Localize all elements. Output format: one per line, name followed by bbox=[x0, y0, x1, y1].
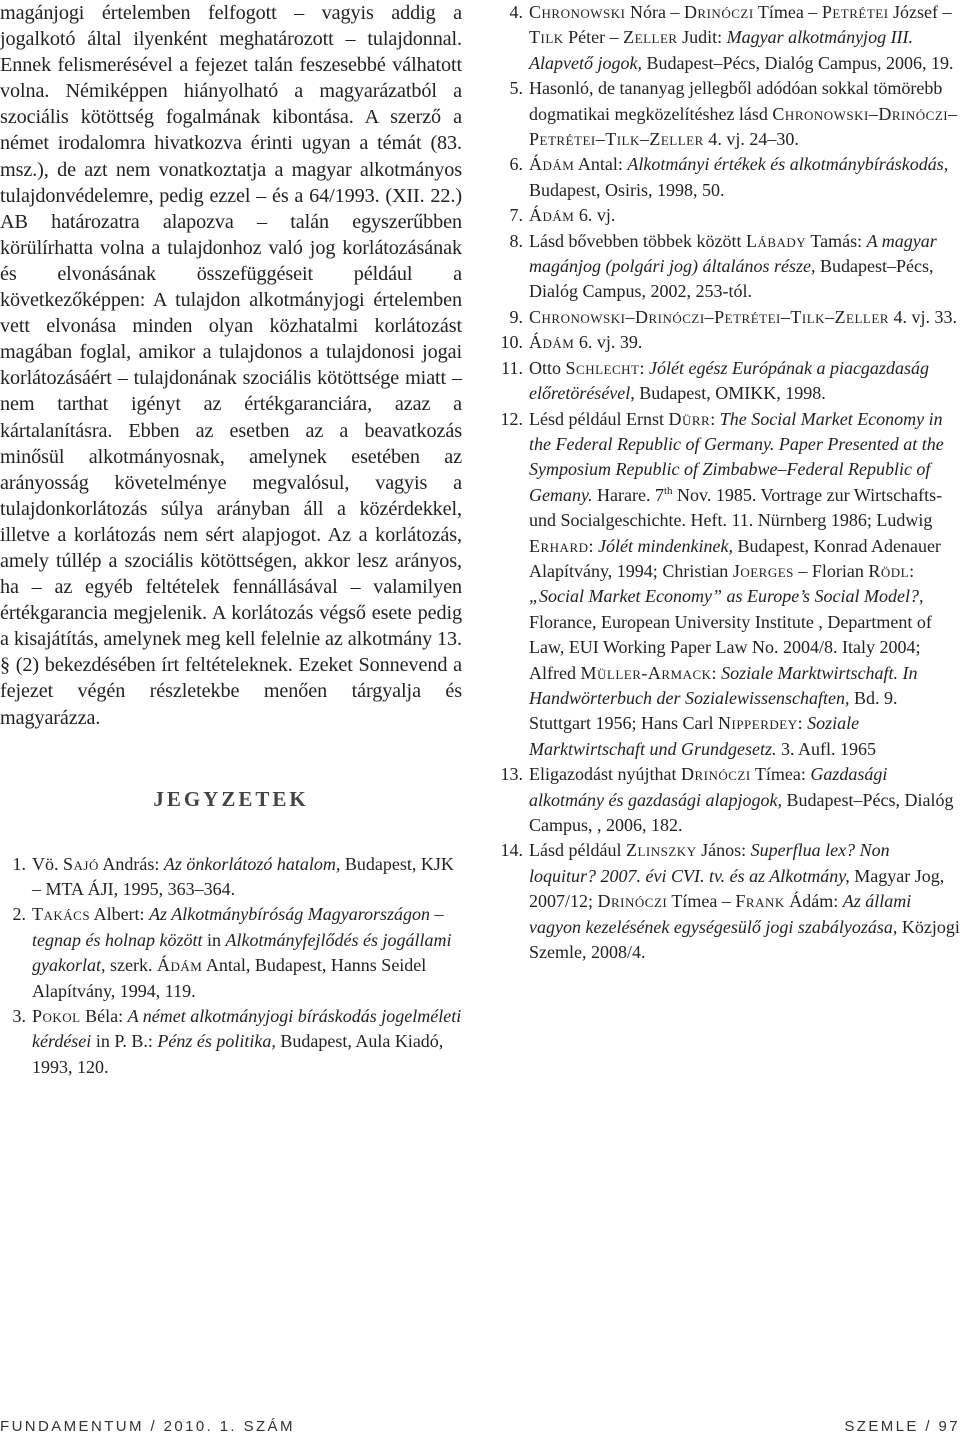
footnote-text: Bd. 9. Stuttgart 1956; Hans Carl bbox=[529, 687, 898, 734]
work-title: Superflua lex? Non loquitur? 2007. évi CVI. tv. és az Alkotmány, bbox=[529, 840, 890, 886]
footnote-text: Albert: bbox=[90, 904, 150, 925]
author-name: Müller-Armack bbox=[580, 662, 712, 683]
footnote-number: 2. bbox=[12, 904, 26, 925]
footnote-item bbox=[497, 203, 960, 228]
work-title: Az állami vagyon kezelésének egységesülő jogi szabályozása, bbox=[529, 891, 912, 937]
work-title: Pénz és politika, bbox=[157, 1031, 276, 1052]
footnote-text: Budapest, KJK – MTA ÁJI, 1995, 363–364. bbox=[32, 853, 454, 900]
footnote-item bbox=[497, 152, 960, 203]
footnote-text: – Florian bbox=[793, 560, 869, 581]
author-name: Drinóczi bbox=[597, 891, 668, 912]
footnote-text: Otto bbox=[529, 357, 566, 378]
left-column bbox=[0, 0, 462, 1080]
footnote-text: Lásd például bbox=[529, 840, 626, 861]
author-name: Ádám bbox=[529, 205, 575, 226]
work-title: A német alkotmányjogi bíráskodás jogelméleti kérdései bbox=[32, 1006, 462, 1052]
footnote-number: 4. bbox=[509, 2, 523, 22]
footnote-item bbox=[497, 762, 960, 838]
footnote-text: Hasonló, de tananyag jellegből adódóan sokkal tömörebb dogmatikai megközelítéshez lásd bbox=[529, 78, 943, 124]
notes-list-right bbox=[497, 0, 960, 965]
author-name: Tilk bbox=[529, 27, 564, 48]
footnote-text: Béla: bbox=[80, 1006, 128, 1027]
footnote-text: Budapest–Pécs, Dialóg Campus, 2006, 19. bbox=[641, 52, 954, 73]
work-title: Jólét egész Európának a piacgazdaság előretörésével, bbox=[529, 357, 929, 404]
work-title: Soziale Marktwirtschaft und Grundgesetz. bbox=[529, 713, 860, 759]
work-title: The Social Market Economy in the Federal Republic of Germany. Paper Presented at the Symposium Republic of Zimbabwe–Federal Republic of Gemany. bbox=[529, 408, 944, 505]
footnote-number: 10. bbox=[500, 332, 523, 353]
author-name: Ádám bbox=[529, 332, 575, 353]
footnote-text: : bbox=[639, 357, 649, 378]
author-name: Sajó bbox=[63, 853, 99, 874]
author-name: Petrétei bbox=[821, 2, 889, 22]
footnote-number: 12. bbox=[500, 408, 523, 429]
footnote-item bbox=[497, 330, 960, 355]
author-name: Drinóczi bbox=[683, 2, 754, 22]
work-title: Alkotmányi értékek és alkotmánybíráskodás, bbox=[627, 154, 949, 175]
author-name: Schlecht bbox=[565, 357, 640, 378]
footnote-number: 5. bbox=[509, 78, 523, 99]
footnote-text: 4. vj. 33. bbox=[888, 306, 957, 327]
footnote-text: Tímea: bbox=[750, 764, 811, 785]
footnote-number: 9. bbox=[509, 306, 523, 327]
footnote-number: 8. bbox=[509, 230, 523, 251]
author-name: Chronowski–Drinóczi–Petrétei–Tilk–Zeller bbox=[529, 103, 958, 150]
author-name: Pokol bbox=[32, 1006, 81, 1027]
footnote-item bbox=[497, 76, 960, 152]
author-name: Rödl bbox=[868, 560, 910, 581]
footnote-item bbox=[0, 852, 462, 903]
author-name: Ádám bbox=[529, 154, 575, 175]
author-name: Zeller bbox=[623, 27, 678, 48]
author-name: Ádám bbox=[156, 955, 203, 976]
work-title: Az Alkotmánybíróság Magyarországon – tegnap és holnap között bbox=[32, 904, 444, 950]
author-name: Dürr bbox=[668, 408, 711, 429]
footnote-text: Péter – bbox=[563, 27, 624, 48]
footer-right: SZEMLE / 97 bbox=[844, 1418, 960, 1435]
footnote-text: : bbox=[909, 560, 915, 581]
author-name: Chronowski bbox=[529, 2, 626, 22]
notes-list-left bbox=[0, 852, 462, 1081]
footnote-text: Lésd például Ernst bbox=[529, 408, 669, 429]
footnote-text: Budapest, Osiris, 1998, 50. bbox=[529, 179, 725, 200]
author-name: Lábady bbox=[745, 230, 807, 251]
footnote-number: 13. bbox=[500, 764, 523, 785]
author-name: Nipperdey bbox=[717, 713, 798, 734]
footnote-text: Judit: bbox=[677, 27, 727, 48]
footnote-text: József – bbox=[888, 2, 952, 22]
author-name: Joerges bbox=[732, 560, 794, 581]
footnote-text: in bbox=[202, 929, 226, 950]
footnote-item bbox=[497, 356, 960, 407]
work-title: A magyar magánjog (polgári jog) általános része, bbox=[529, 230, 937, 277]
footnote-text: : bbox=[710, 408, 720, 429]
author-name: Takács bbox=[32, 904, 91, 925]
footnote-text: András: bbox=[98, 853, 164, 874]
footer-left: FUNDAMENTUM / 2010. 1. SZÁM bbox=[0, 1418, 295, 1435]
author-name: Chronowski–Drinóczi–Petrétei–Tilk–Zeller bbox=[529, 306, 889, 327]
author-name: Erhard bbox=[529, 535, 589, 556]
footnote-text: Tamás: bbox=[806, 230, 867, 251]
footnote-text: th bbox=[663, 484, 673, 497]
work-title: Az önkorlátozó hatalom, bbox=[163, 853, 341, 874]
work-title: Alkotmányfejlődés és jogállami gyakorlat, bbox=[32, 929, 452, 976]
footnote-text: Közjogi Szemle, 2008/4. bbox=[529, 916, 960, 963]
author-name: Zlinszky bbox=[625, 840, 697, 861]
footnote-text: Harare. 7 bbox=[592, 484, 664, 505]
footnote-text: Tímea – bbox=[667, 891, 736, 912]
work-title: Soziale Marktwirtschaft. In Handwörterbuch der Sozialewissenschaften, bbox=[529, 662, 918, 708]
work-title: Magyar alkotmányjog III. Alapvető jogok, bbox=[529, 27, 914, 73]
work-title: „Social Market Economy” as Europe’s Social Model?, bbox=[529, 586, 924, 607]
footnote-text: 4. vj. 24–30. bbox=[703, 129, 799, 150]
footnote-text: Lásd bővebben többek között bbox=[529, 230, 746, 251]
footnote-text: : bbox=[711, 662, 722, 683]
footnote-item bbox=[497, 838, 960, 965]
footnote-text: 6. vj. 39. bbox=[574, 332, 643, 353]
footnote-text: Budapest, OMIKK, 1998. bbox=[634, 383, 826, 404]
footnote-text: Antal, Budapest, Hanns Seidel Alapítvány, 1994, 119. bbox=[32, 955, 427, 1001]
footnote-text: : bbox=[797, 713, 808, 734]
footnote-text: Florance, European University Institute , Department of Law, EUI Working Paper Law No. 2004/8. Italy 2004; Alfred bbox=[529, 611, 932, 683]
footnote-text: Nov. 1985. Vortrage zur Wirtschafts- und Socialgeschichte. Heft. 11. Nürnberg 1986; Ludwig bbox=[529, 484, 943, 531]
footnote-text: Ádám: bbox=[784, 891, 843, 912]
footnote-text: Tímea – bbox=[753, 2, 822, 22]
notes-heading: JEGYZETEK bbox=[153, 786, 309, 811]
footnote-text: Budapest, Aula Kiadó, 1993, 120. bbox=[32, 1031, 444, 1077]
footnote-text: Budapest–Pécs, Dialóg Campus, 2002, 253-tól. bbox=[529, 256, 934, 302]
footnote-text: 3. Aufl. 1965 bbox=[776, 738, 877, 759]
footnote-text: 6. vj. bbox=[574, 205, 616, 226]
footnote-text: in P. B.: bbox=[91, 1031, 158, 1052]
footnote-item bbox=[497, 229, 960, 305]
footnote-text: : bbox=[588, 535, 599, 556]
footnote-text: Antal: bbox=[574, 154, 628, 175]
work-title: Gazdasági alkotmány és gazdasági alapjogok, bbox=[529, 764, 888, 810]
footnote-text: János: bbox=[696, 840, 751, 861]
footnote-item bbox=[497, 407, 960, 763]
footnote-text: Budapest–Pécs, Dialóg Campus, , 2006, 182. bbox=[529, 789, 954, 835]
author-name: Drinóczi bbox=[680, 764, 751, 785]
footnote-item bbox=[497, 0, 960, 76]
footnote-number: 6. bbox=[509, 154, 523, 175]
author-name: Frank bbox=[735, 891, 785, 912]
footnote-number: 1. bbox=[12, 853, 26, 874]
footnote-text: szerk. bbox=[105, 955, 157, 976]
right-column bbox=[497, 0, 960, 965]
footnote-number: 3. bbox=[12, 1006, 26, 1027]
footnote-text: Vö. bbox=[32, 853, 63, 874]
footnote-item bbox=[0, 1004, 462, 1080]
footnote-item bbox=[0, 902, 462, 1004]
body-paragraph: magánjogi értelemben felfogott – vagyis addig a jogalkotó által ilyenként meghatározott – tulajdonnal. Ennek felismerésével a fejezet talán feszesebbé válhatott volna. Némiképpen hiányolható a magyarázatból a szociális kötöttség fogalmának kibontása. A szerző a német irodalomra hivatkozva érinti ugyan a témát (83. msz.), de azt nem vonatkoztatja a magyar alkotmányos tulajdonvédelemre, pedig ezzel – és a 64/1993. (XII. 22.) AB határozatra alapozva – talán egyszerűbben körülírhatta volna a tulajdonhoz való jog korlátozásának és elvonásának összefüggéseit például a következőképpen: A tulajdon alkotmányjogi értelemben vett elvonása minden olyan közhatalmi korlátozást magában foglal, amikor a tulajdonos a tulajdonosi jogai korlátozásáért – tulajdonának szociális kötöttsége miatt – nem tarthat igényt az értékgaranciára, azaz a kártalanításra. Ebben az esetben az a beavatkozás minősül alkotmányosnak, amelynek esetében az arányosság követelménye megvalósul, vagyis a tulajdonkorlátozás súlya arányban áll a közérdekkel, illetve a korlátozás nem sért alapjogot. Az a korlátozás, amely túllép a szociális kötöttségen, akkor lesz arányos, ha – az egyéb feltételek fennállásával – valamilyen értékgarancia megjelenik. A korlátozás végső esete pedig a kisajátítás, amelynek meg kell felelnie az alkotmány 13. § (2) bekezdésében írt feltételeknek. Ezeket Sonnevend a fejezet végén részletekbe menően tárgyalja és magyarázza. bbox=[0, 2, 462, 729]
footnote-text: Eligazodást nyújthat bbox=[529, 764, 681, 785]
footnote-number: 11. bbox=[501, 357, 523, 378]
footnote-text: Budapest, Konrad Adenauer Alapítvány, 1994; Christian bbox=[529, 535, 941, 581]
footnote-number: 14. bbox=[500, 840, 523, 861]
footnote-number: 7. bbox=[509, 205, 523, 226]
work-title: Jólét mindenkinek, bbox=[598, 535, 733, 556]
footnote-text: Nóra – bbox=[625, 2, 684, 22]
footnote-text: Magyar Jog, 2007/12; bbox=[529, 865, 945, 912]
footnote-item bbox=[497, 305, 960, 330]
